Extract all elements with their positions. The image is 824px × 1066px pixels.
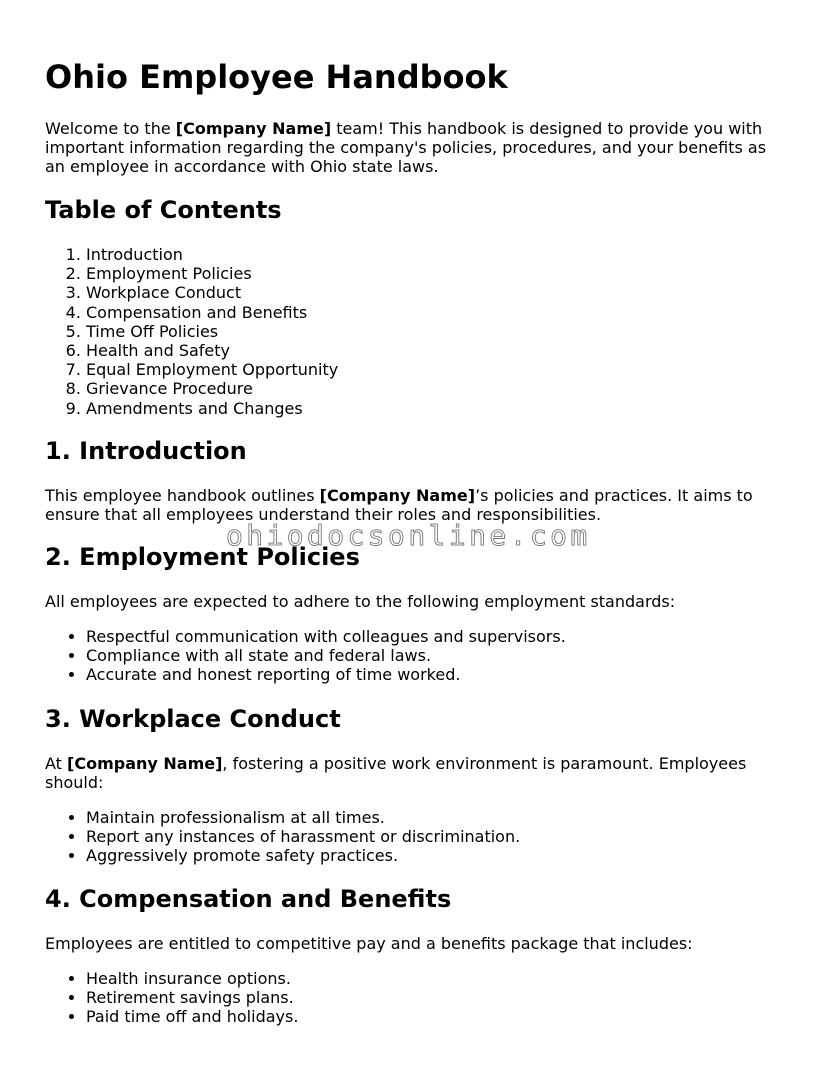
employment-policies-paragraph: All employees are expected to adhere to the following employment standards: [45, 592, 676, 611]
toc-item-grievance: 8. Grievance Procedure [86, 379, 786, 398]
employment-policies-heading: 2. Employment Policies [45, 543, 360, 571]
toc-item-introduction: 1. Introduction [86, 245, 786, 264]
employment-standards-list [45, 627, 786, 685]
welcome-text-end: team! This handbook is designed to provide you with important information regarding the company's policies, procedures, and your benefits as an employee in accordance with Ohio state laws. [45, 119, 767, 176]
list-item: • Report any instances of harassment or discrimination. [86, 827, 786, 846]
benefits-list [45, 969, 786, 1027]
introduction-heading: 1. Introduction [45, 437, 247, 465]
introduction-text-start: This employee handbook outlines [45, 486, 320, 505]
list-item: • Aggressively promote safety practices. [86, 846, 786, 865]
list-item: • Compliance with all state and federal laws. [86, 646, 786, 665]
workplace-conduct-paragraph [45, 754, 785, 792]
list-item: • Maintain professionalism at all times. [86, 808, 786, 827]
toc-heading: Table of Contents [45, 196, 282, 224]
toc-list [45, 245, 786, 418]
conduct-list [45, 808, 786, 866]
welcome-text-start: Welcome to the [45, 119, 176, 138]
toc-item-amendments: 9. Amendments and Changes [86, 399, 786, 418]
list-item: • Paid time off and holidays. [86, 1007, 786, 1026]
welcome-paragraph [45, 119, 785, 176]
workplace-conduct-heading: 3. Workplace Conduct [45, 705, 341, 733]
toc-item-equal-opportunity: 7. Equal Employment Opportunity [86, 360, 786, 379]
list-item: • Accurate and honest reporting of time worked. [86, 665, 786, 684]
compensation-paragraph: Employees are entitled to competitive pay and a benefits package that includes: [45, 934, 693, 953]
list-item: • Respectful communication with colleagues and supervisors. [86, 627, 786, 646]
company-name-placeholder: [Company Name] [175, 119, 332, 138]
list-item: • Retirement savings plans. [86, 988, 786, 1007]
toc-item-health-safety: 6. Health and Safety [86, 341, 786, 360]
company-name-placeholder: [Company Name] [67, 754, 223, 773]
company-name-placeholder: [Company Name] [319, 486, 476, 505]
conduct-text-start: At [45, 754, 68, 773]
introduction-text-end: ’s policies and practices. It aims to ensure that all employees understand their roles and responsibilities. [45, 486, 753, 524]
toc-item-compensation: 4. Compensation and Benefits [86, 303, 786, 322]
toc-item-time-off: 5. Time Off Policies [86, 322, 786, 341]
toc-item-workplace-conduct: 3. Workplace Conduct [86, 283, 786, 302]
introduction-paragraph [45, 486, 785, 524]
list-item: • Health insurance options. [86, 969, 786, 988]
conduct-text-end: , fostering a positive work environment is paramount. Employees should: [45, 754, 747, 792]
watermark: ohiodocsonline.com [226, 519, 591, 552]
compensation-heading: 4. Compensation and Benefits [45, 885, 452, 913]
page-title: Ohio Employee Handbook [45, 58, 508, 96]
toc-item-employment-policies: 2. Employment Policies [86, 264, 786, 283]
